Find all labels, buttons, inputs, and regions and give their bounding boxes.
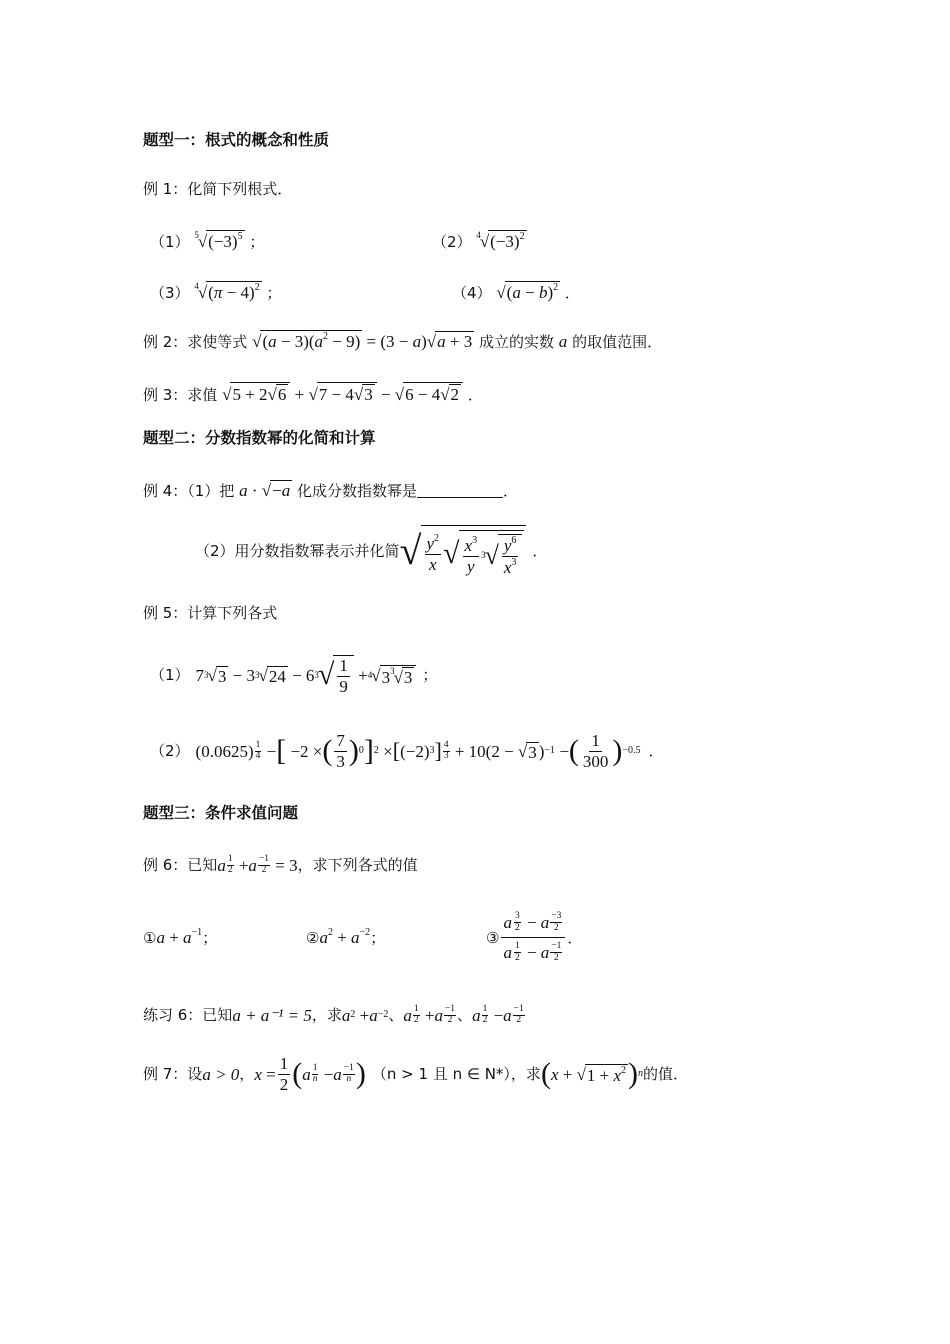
ex6-item-1-num: ① bbox=[143, 929, 157, 947]
example-4-end: ． bbox=[503, 482, 519, 500]
example-7-cond: a > 0 bbox=[202, 1064, 240, 1084]
ex1-item-1-semi: ； bbox=[249, 233, 265, 251]
ex1-item-1-num: （1） bbox=[150, 233, 190, 251]
example-6 bbox=[143, 845, 418, 885]
practice-6-target-2: a $\frac{1}{2}$ + a $\frac{-1}{2}$ bbox=[403, 1003, 456, 1025]
example-4-part-2-label: （2）用分数指数幂表示并化简 bbox=[195, 541, 400, 560]
example-1-label: 例 1：化简下列根式． bbox=[143, 180, 293, 198]
practice-6-ask: ，求 bbox=[311, 1005, 342, 1024]
ex6-item-3 bbox=[486, 902, 582, 974]
example-2-label: 例 2：求使等式 bbox=[143, 333, 248, 351]
ex1-item-4-expr: $√(a - b)^2$ bbox=[496, 282, 559, 302]
ex1-item-4 bbox=[452, 281, 580, 301]
ex6-item-3-num: ③ bbox=[486, 928, 500, 947]
ex5-item-1-expr: 7 3 √ 3 − 3 3 √ 24 − 6 3 √ $\frac{1}{9}$ + 4 √ $3^3√3$ bbox=[196, 655, 417, 696]
ex6-item-1-semi: ； bbox=[202, 929, 218, 947]
example-4-expr: a · √−a bbox=[239, 481, 291, 500]
example-2-mid: 成立的实数 bbox=[479, 333, 555, 351]
example-7-target: ( x + √ $1 + x^2$ ) n bbox=[540, 1057, 644, 1090]
example-5-item-2 bbox=[150, 722, 664, 780]
example-7-tail: 的值． bbox=[643, 1064, 689, 1083]
example-3-end: ． bbox=[467, 386, 483, 404]
example-2-var: a bbox=[558, 332, 568, 351]
example-6-rhs: = 3 bbox=[275, 855, 298, 875]
ex6-item-3-expr: a $\frac{3}{2}$ − a $\frac{-3}{2}$ a $\frac{1}{2}$ − a $\frac{-1}{2}$ bbox=[501, 912, 565, 964]
practice-6 bbox=[143, 995, 526, 1035]
ex6-item-1 bbox=[143, 928, 217, 946]
example-6-tail: ，求下列各式的值 bbox=[297, 855, 418, 874]
practice-6-target-3: a $\frac{1}{2}$ − a $\frac{-1}{2}$ bbox=[472, 1003, 524, 1025]
ex1-item-2-num: （2） bbox=[432, 233, 472, 251]
ex6-item-3-end: ． bbox=[567, 928, 583, 947]
example-7-label: 例 7：设 bbox=[143, 1064, 203, 1083]
example-4-part-2-expr: √ $\frac{y^2}{x}$ √ $\frac{x^3}{y}$ 3 √ $\frac{y^6}{x^3}$ bbox=[400, 525, 527, 577]
section-title-1: 题型一：根式的概念和性质 bbox=[143, 131, 330, 149]
example-4-part-2 bbox=[195, 520, 547, 582]
ex1-item-2 bbox=[432, 230, 527, 250]
ex6-item-2 bbox=[306, 928, 385, 946]
practice-6-cond: a + a⁻¹ = 5 bbox=[232, 1005, 312, 1025]
example-3-expr: √5 + 2√6 + √7 − 4√3 − √6 − 4√2 bbox=[222, 385, 463, 404]
ex1-item-1 bbox=[150, 230, 264, 250]
ex1-item-2-expr: $^4√(-3)^2$ bbox=[476, 230, 525, 251]
ex5-item-2-num: （2） bbox=[150, 741, 190, 760]
ex1-item-3-expr: $^4√(\pi - 4)^2$ bbox=[194, 281, 260, 302]
example-5-label: 例 5：计算下列各式 bbox=[143, 604, 278, 622]
example-3 bbox=[143, 382, 483, 403]
ex5-item-1-semi: ； bbox=[422, 665, 438, 684]
example-3-label: 例 3：求值 bbox=[143, 386, 218, 404]
practice-6-label: 练习 6：已知 bbox=[143, 1005, 233, 1024]
ex1-item-4-num: （4） bbox=[452, 284, 492, 302]
example-4-part-1 bbox=[143, 480, 518, 499]
ex5-item-2-end: ． bbox=[648, 741, 664, 760]
practice-6-sep-1: 、 bbox=[388, 1005, 404, 1024]
example-7-comma: ， bbox=[239, 1064, 255, 1083]
ex6-item-1-expr: $a + a^{-1}$ bbox=[156, 927, 203, 947]
section-title-2: 题型二：分数指数幂的化简和计算 bbox=[143, 429, 376, 447]
practice-6-sep-2: 、 bbox=[457, 1005, 473, 1024]
ex6-item-2-semi: ； bbox=[370, 929, 386, 947]
example-7-x-def: x = $\frac{1}{2}$ ( a $\frac{1}{n}$ − a $\frac{-1}{n}$ ) bbox=[254, 1053, 366, 1094]
ex6-item-2-num: ② bbox=[306, 929, 320, 947]
answer-blank[interactable] bbox=[417, 497, 503, 498]
ex1-item-3 bbox=[150, 281, 281, 301]
ex1-item-3-num: （3） bbox=[150, 284, 190, 302]
example-2-tail: 的取值范围． bbox=[572, 333, 663, 351]
example-4-label: 例 4：（1）把 bbox=[143, 482, 235, 500]
ex1-item-3-semi: ； bbox=[266, 284, 282, 302]
practice-6-targets: a 2 + a −2 bbox=[341, 1005, 389, 1025]
example-4-mid: 化成分数指数幂是 bbox=[297, 482, 418, 500]
ex5-item-1-num: （1） bbox=[150, 665, 190, 684]
ex5-item-2-expr: (0.0625) $\frac{1}{4}$ − [ −2 × ( $\frac{7}{3}$ ) 0 ] 2 × [ (−2) 3 ] $\frac{4}{3}$ + 10(2 − √ 3 ) −1 − ( $\frac{1}{300}$ ) −0.5 bbox=[195, 730, 641, 771]
example-6-label: 例 6：已知 bbox=[143, 855, 218, 874]
example-4-part-2-end: ． bbox=[532, 541, 548, 560]
example-2 bbox=[143, 330, 662, 350]
example-2-equation: $√(a - 3)(a^2 - 9) = (3 - a)√a + 3$ bbox=[252, 331, 473, 351]
example-7 bbox=[143, 1048, 688, 1100]
ex1-item-1-expr: $^5√(-3)^5$ bbox=[194, 230, 243, 251]
ex1-item-4-end: ． bbox=[564, 284, 580, 302]
example-7-range: （n > 1 且 n ∈ N*），求 bbox=[371, 1064, 541, 1083]
example-6-condition: a $\frac{1}{2}$ + a $\frac{-1}{2}$ = 3 bbox=[217, 853, 298, 875]
example-5-item-1 bbox=[150, 650, 437, 700]
section-title-3: 题型三：条件求值问题 bbox=[143, 804, 299, 822]
ex6-item-2-expr: $a^2 + a^{-2}$ bbox=[319, 927, 371, 947]
